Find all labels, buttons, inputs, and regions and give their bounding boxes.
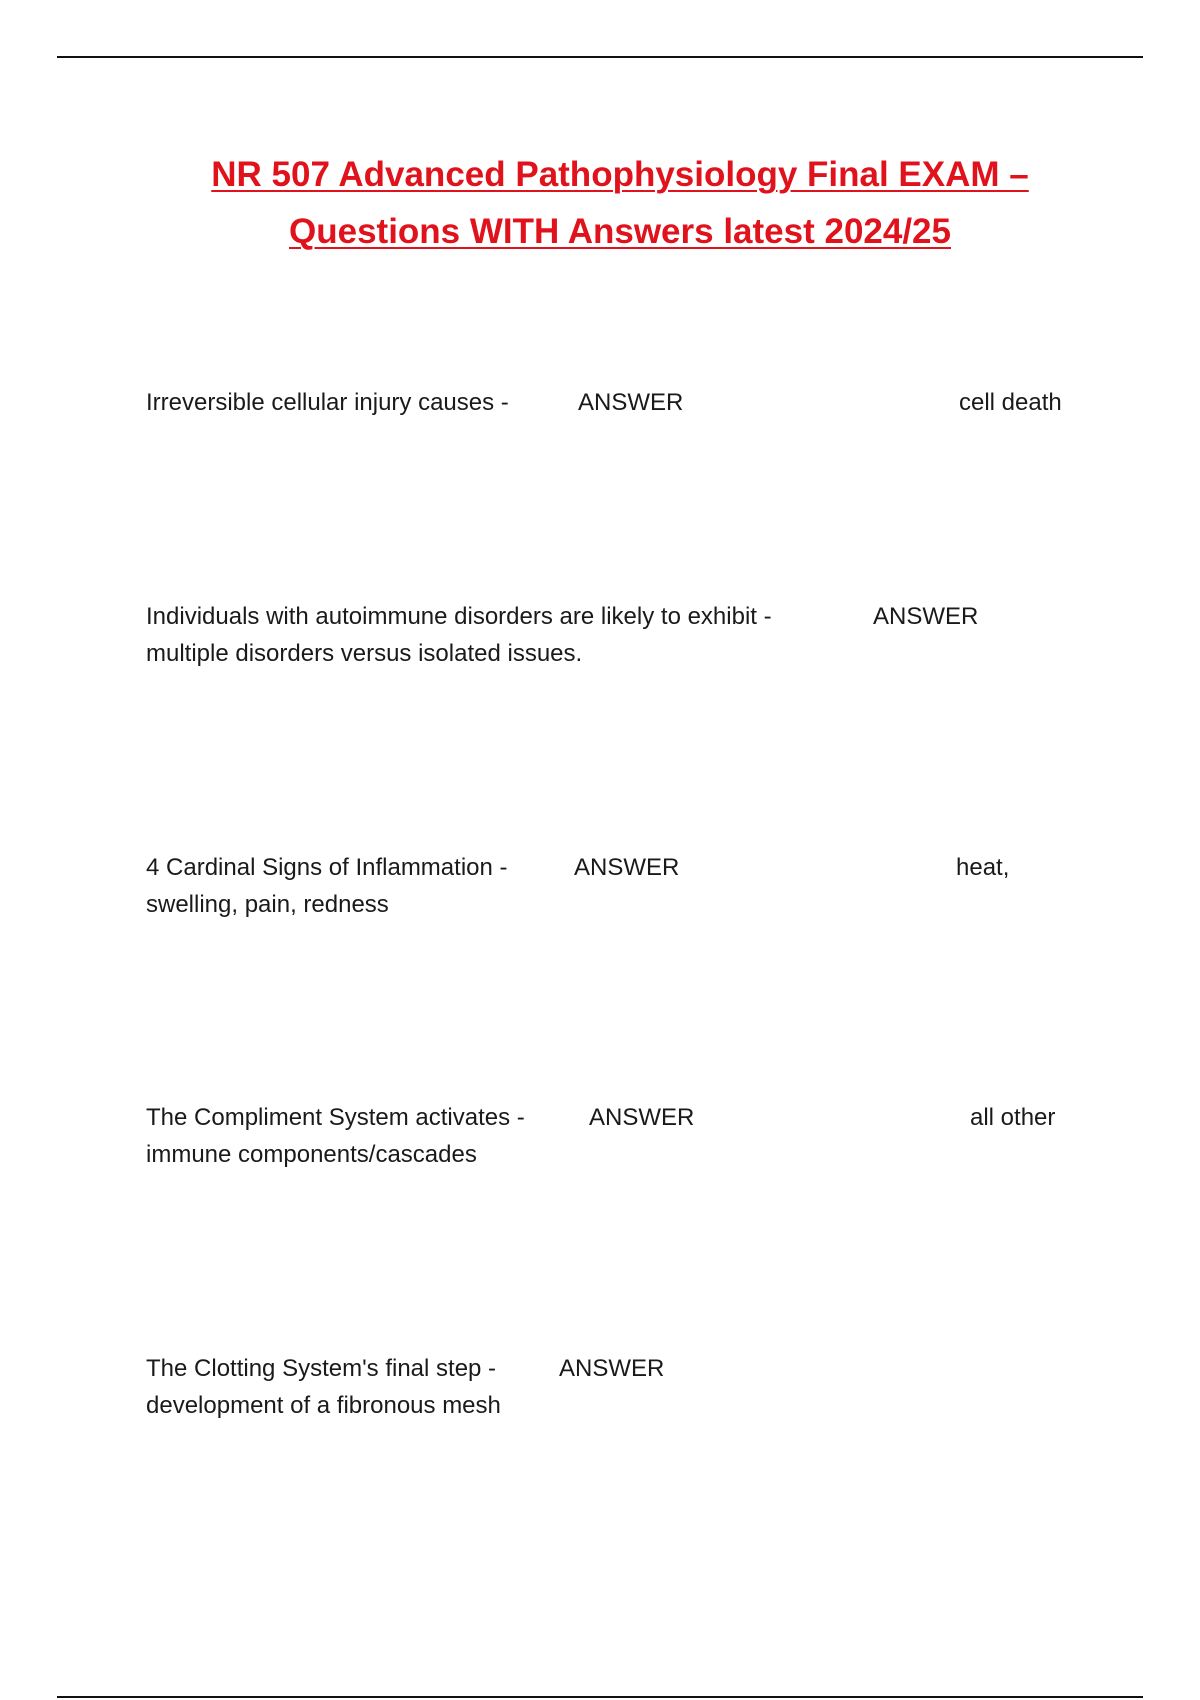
answer-text-continued: swelling, pain, redness [146,891,389,918]
answer-marker: ANSWER [589,1104,695,1131]
bottom-rule [57,1696,1143,1698]
answer-marker: ANSWER [574,854,680,881]
question-text: 4 Cardinal Signs of Inflammation - [146,854,508,881]
question-text: Individuals with autoimmune disorders are likely to exhibit - [146,603,772,630]
title-line-1: NR 507 Advanced Pathophysiology Final EXAM – [211,155,1029,194]
answer-text-continued: immune components/cascades [146,1141,477,1168]
answer-marker: ANSWER [559,1355,665,1382]
title-line-2: Questions WITH Answers latest 2024/25 [289,212,951,251]
answer-text: all other [970,1104,1056,1131]
answer-marker: ANSWER [578,389,684,416]
page-title [100,146,1140,260]
question-text: The Clotting System's final step - [146,1355,497,1382]
answer-marker: ANSWER [873,603,979,630]
question-text: The Compliment System activates - [146,1104,525,1131]
top-rule [57,56,1143,58]
question-text: Irreversible cellular injury causes - [146,389,509,416]
answer-text: multiple disorders versus isolated issues. [146,640,583,667]
answer-text: cell death [959,389,1062,416]
answer-text: heat, [956,854,1010,881]
answer-text: development of a fibronous mesh [146,1392,501,1419]
